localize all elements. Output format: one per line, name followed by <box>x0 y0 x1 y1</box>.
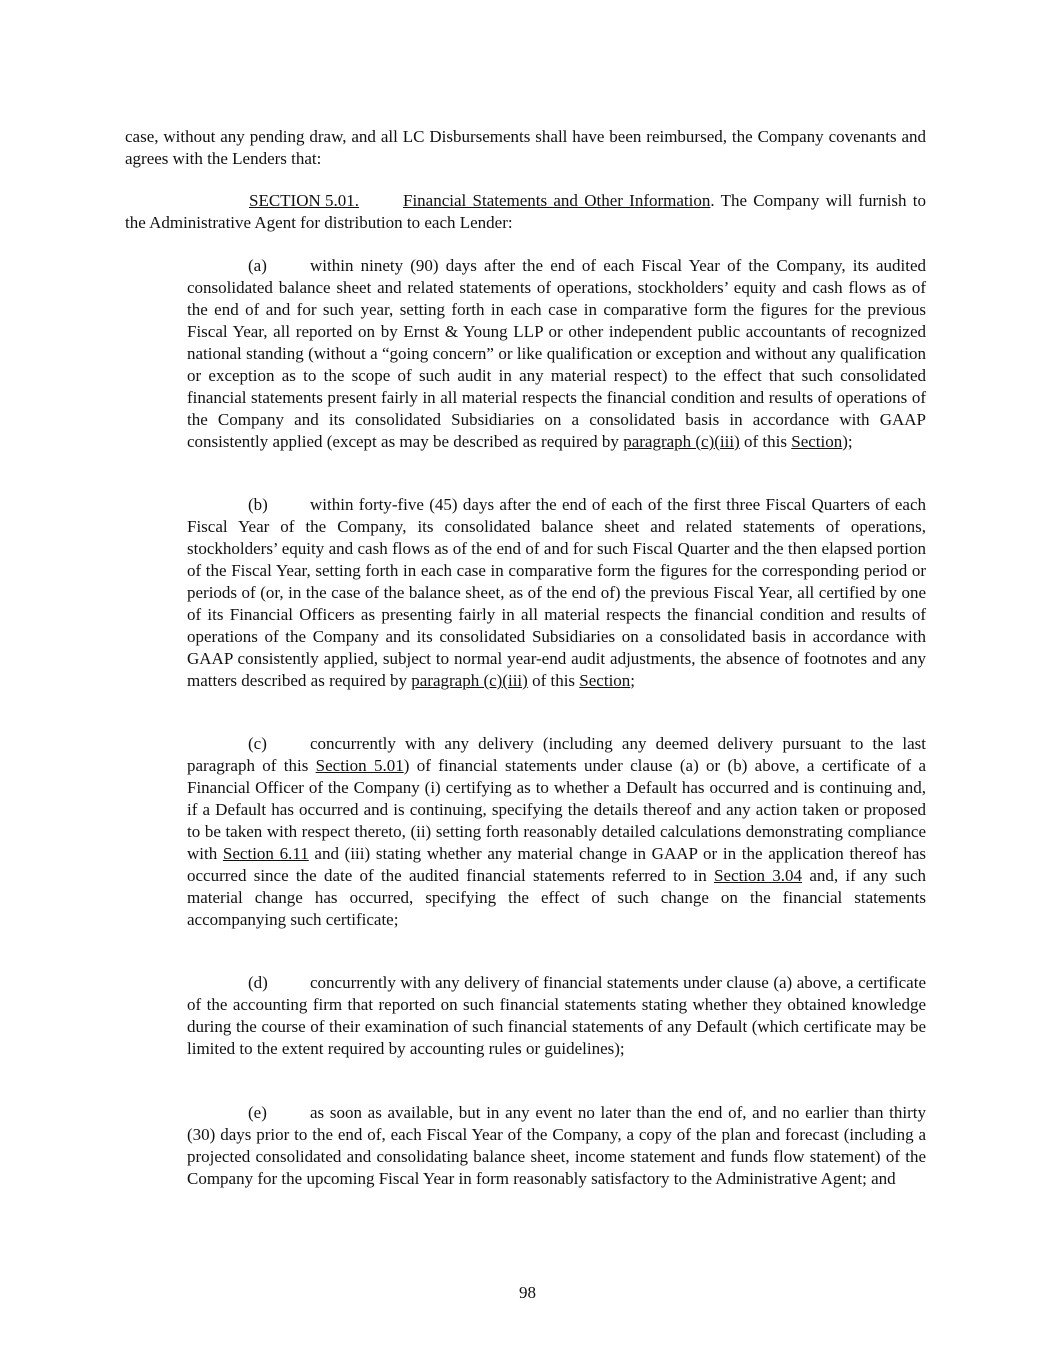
intro-text: case, without any pending draw, and all LC Disbursements shall have been reimbursed, the Company covenants and agrees with the Lenders that: <box>125 127 926 168</box>
clause-e <box>187 1102 926 1190</box>
clause-text: of this <box>739 432 792 451</box>
cross-reference-link[interactable]: Section 5.01 <box>315 756 404 775</box>
cross-reference-link[interactable]: paragraph (c)(iii) <box>411 671 528 690</box>
clause-text: ); <box>842 432 853 451</box>
cross-reference-link[interactable]: Section 3.04 <box>714 866 803 885</box>
clause-label: (c) <box>248 734 267 753</box>
clause-text: concurrently with any delivery of financial statements under clause (a) above, a certificate of the accounting firm that reported on such financial statements stating whether they obtained knowledge during the course of their examination of such financial statements of any Default (which certificate may be limited to the extent required by accounting rules or guidelines); <box>187 973 926 1058</box>
clause-text: and (iii) stating whether any material change in GAAP or in the application thereof has occurred since the date of the audited financial statements referred to in <box>187 844 926 885</box>
section-number: SECTION 5.01. <box>249 191 360 210</box>
clause-text: ; <box>630 671 636 690</box>
clause-text: within ninety (90) days after the end of each Fiscal Year of the Company, its audited consolidated balance sheet and related statements of operations, stockholders’ equity and cash flows as of the end of and for such year, setting forth in each case in comparative form the figures for the previous Fiscal Year, all reported on by Ernst & Young LLP or other independent public accountants of recognized national standing (without a “going concern” or like qualification or exception and without any qualification or exception as to the scope of such audit in any material respect) to the effect that such consolidated financial statements present fairly in all material respects the financial condition and results of operations of the Company and its consolidated Subsidiaries on a consolidated basis in accordance with GAAP consistently applied (except as may be described as required by <box>187 256 926 451</box>
cross-reference-link[interactable]: paragraph (c)(iii) <box>623 432 740 451</box>
section-title: Financial Statements and Other Information <box>403 191 711 210</box>
clause-text: concurrently with any delivery (including any deemed delivery pursuant to the last paragraph of this <box>187 734 926 775</box>
clause-text: within forty-five (45) days after the end of each of the first three Fiscal Quarters of each Fiscal Year of the Company, its consolidated balance sheet and related statements of operations, stockholders’ equity and cash flows as of the end of and for such Fiscal Quarter and the then elapsed portion of the Fiscal Year, setting forth in each case in comparative form the figures for the corresponding period or periods of (or, in the case of the balance sheet, as of the end of) the previous Fiscal Year, all certified by one of its Financial Officers as presenting fairly in all material respects the financial condition and results of operations of the Company and its consolidated Subsidiaries on a consolidated basis in accordance with GAAP consistently applied, subject to normal year-end audit adjustments, the absence of footnotes and any matters described as required by <box>187 495 926 690</box>
cross-reference-link[interactable]: Section <box>791 432 843 451</box>
cross-reference-link[interactable]: Section 6.11 <box>222 844 309 863</box>
clause-c <box>187 733 926 931</box>
clause-d <box>187 972 926 1060</box>
clause-label: (e) <box>248 1103 267 1122</box>
intro-paragraph <box>125 126 926 170</box>
page-number: 98 <box>519 1283 536 1302</box>
clause-text: and, if any such material change has occurred, specifying the effect of such change on the financial statements accompanying such certificate; <box>187 866 926 929</box>
clause-label: (b) <box>248 495 268 514</box>
section-5-01-paragraph <box>125 190 926 234</box>
clause-label: (a) <box>248 256 267 275</box>
clause-b <box>187 494 926 692</box>
cross-reference-link[interactable]: Section <box>579 671 631 690</box>
section-intro-text: . The Company will furnish to the Administrative Agent for distribution to each Lender: <box>125 191 927 232</box>
clause-text: ) of financial statements under clause (a) or (b) above, a certificate of a Financial Officer of the Company (i) certifying as to whether a Default has occurred and is continuing and, if a Default has occurred and is continuing, specifying the details thereof and any action taken or proposed to be taken with respect thereto, (ii) setting forth reasonably detailed calculations demonstrating compliance with <box>187 756 926 863</box>
clause-text: as soon as available, but in any event no later than the end of, and no earlier than thirty (30) days prior to the end of, each Fiscal Year of the Company, a copy of the plan and forecast (including a projected consolidated and consolidating balance sheet, income statement and funds flow statement) of the Company for the upcoming Fiscal Year in form reasonably satisfactory to the Administrative Agent; and <box>187 1103 926 1188</box>
clause-a <box>187 255 926 453</box>
clause-text: of this <box>527 671 580 690</box>
clause-label: (d) <box>248 973 268 992</box>
